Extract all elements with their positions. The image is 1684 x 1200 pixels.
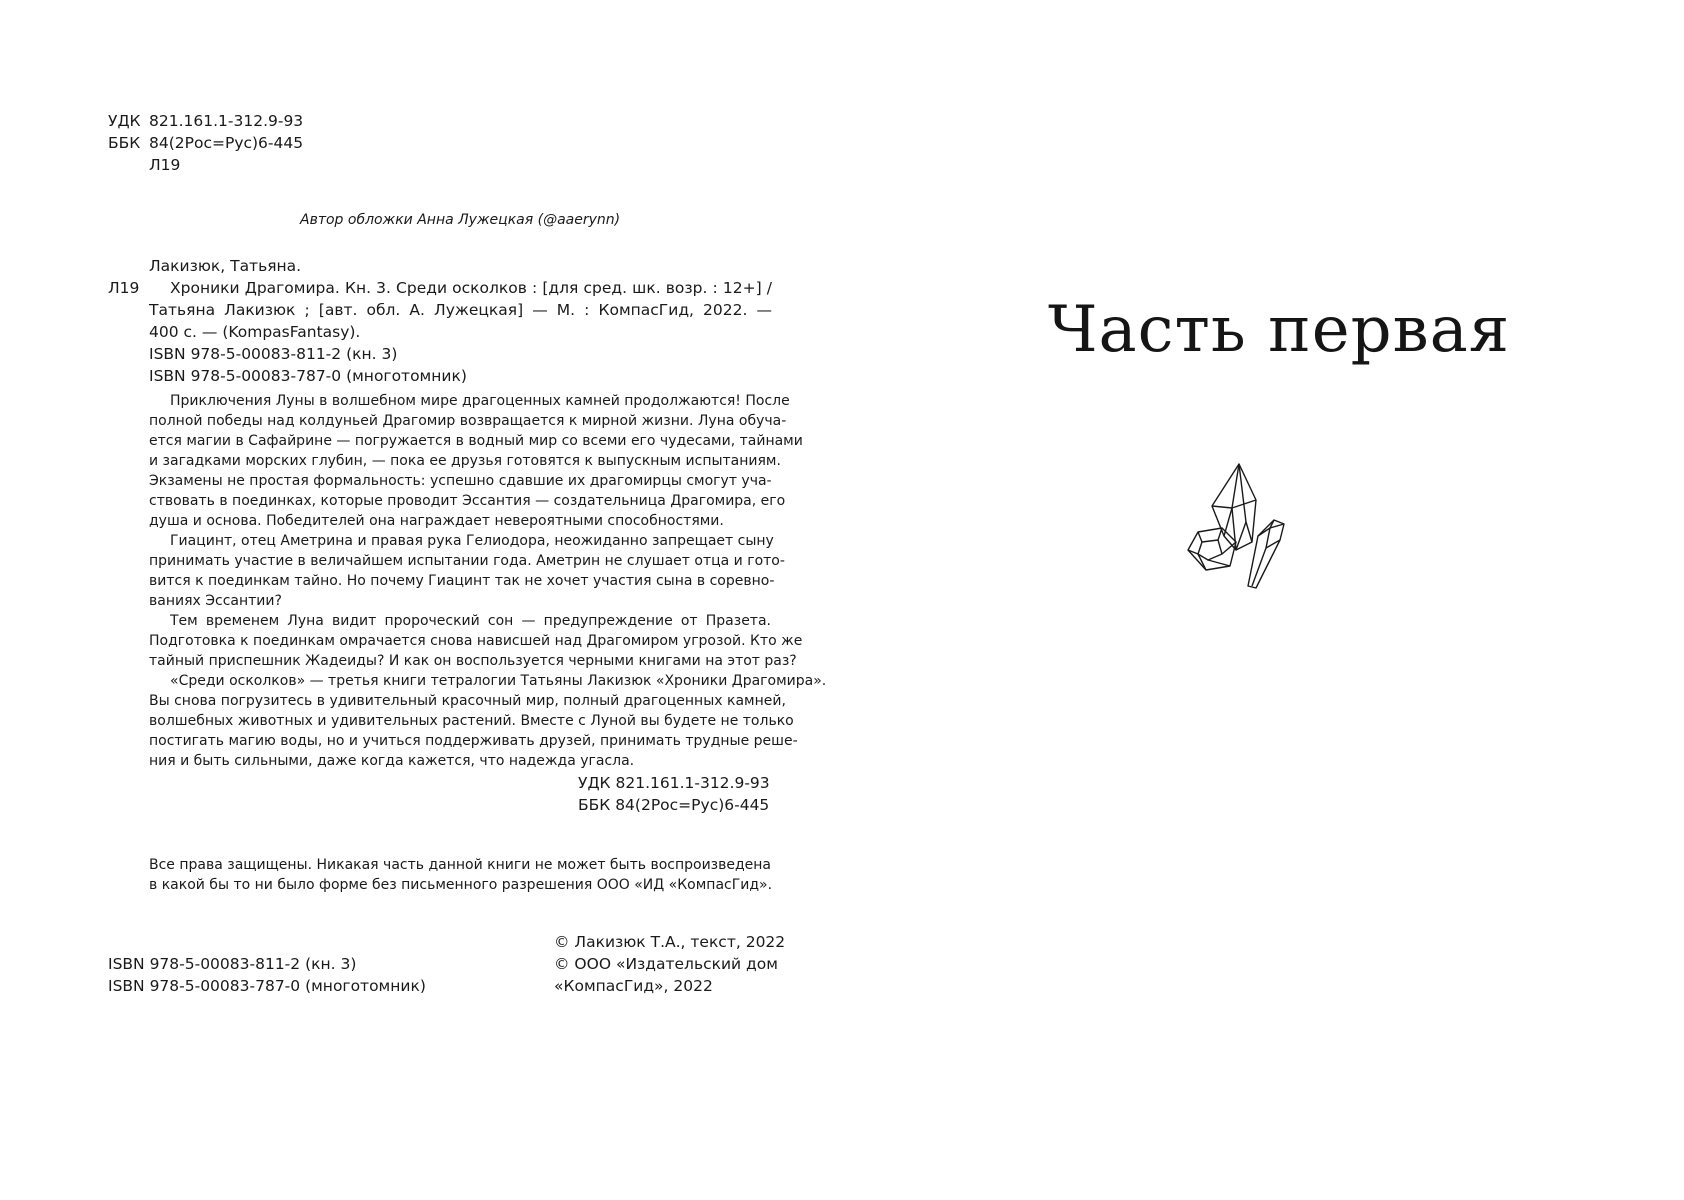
title-line-1: Л19 Хроники Драгомира. Кн. 3. Среди осколков : [для сред. шк. возр. : 12+] / — [108, 279, 772, 297]
annotation-line: ется магии в Сафайрине — погружается в водный мир со всеми его чудесами, тайнами — [149, 433, 803, 449]
rights-notice — [149, 855, 772, 895]
annotation-line: Гиацинт, отец Аметрина и правая рука Гелиодора, неожиданно запрещает сыну — [170, 533, 774, 549]
annotation-line: «Среди осколков» — третья книги тетралогии Татьяны Лакизюк «Хроники Драгомира». — [170, 673, 827, 689]
udk-key: УДК — [108, 112, 141, 130]
udk-value: 821.161.1-312.9-93 — [149, 112, 304, 130]
annotation-line: Приключения Луны в волшебном мире драгоценных камней продолжаются! После — [170, 393, 790, 409]
udk-row — [108, 132, 303, 154]
annotation-line: вится к поединкам тайно. Но почему Гиацинт так не хочет участия сына в соревно- — [149, 573, 775, 589]
isbn-line: ISBN 978-5-00083-811-2 (кн. 3) — [108, 955, 357, 973]
annotation-line: ния и быть сильными, даже когда кажется, что надежда угасла. — [149, 753, 635, 769]
udk-key — [108, 154, 149, 176]
udk-row — [108, 154, 303, 176]
udk-block — [108, 110, 303, 176]
isbn-line-2: ISBN 978-5-00083-787-0 (многотомник) — [149, 367, 467, 385]
annotation-line: полной победы над колдуньей Драгомир возвращается к мирной жизни. Луна обуча- — [149, 413, 787, 429]
annotation-line: постигать магию воды, но и учиться поддерживать друзей, принимать трудные реше- — [149, 733, 798, 749]
title-line-2: Татьяна Лакизюк ; [авт. обл. А. Лужецкая] — М. : КомпасГид, 2022. — — [149, 301, 772, 319]
isbn-line: ISBN 978-5-00083-787-0 (многотомник) — [108, 977, 426, 995]
annotation-line: Подготовка к поединкам омрачается снова нависшей над Драгомиром угрозой. Кто же — [149, 633, 803, 649]
udk-value: Л19 — [149, 156, 181, 174]
annotation-line: Вы снова погрузитесь в удивительный красочный мир, полный драгоценных камней, — [149, 693, 786, 709]
udk-bottom — [578, 772, 770, 816]
annotation-line: тайный приспешник Жадеиды? И как он воспользуется черными книгами на этот раз? — [149, 653, 797, 669]
annotation — [149, 391, 827, 771]
udk-code: УДК 821.161.1-312.9-93 — [578, 774, 770, 792]
isbn-line-1: ISBN 978-5-00083-811-2 (кн. 3) — [149, 345, 398, 363]
cover-credit: Автор обложки Анна Лужецкая (@aaerynn) — [300, 212, 621, 228]
copyright-block — [554, 931, 785, 997]
annotation-line: душа и основа. Победителей она награждает невероятными способностями. — [149, 513, 724, 529]
annotation-line: Экзамены не простая формальность: успешно сдавшие их драгомирцы смогут уча- — [149, 473, 772, 489]
part-title: Часть первая — [1048, 293, 1511, 367]
udk-value: 84(2Рос=Рус)6-445 — [149, 134, 304, 152]
library-code: Л19 — [108, 279, 140, 297]
udk-key: ББК — [108, 134, 141, 152]
rights-line: в какой бы то ни было форме без письменного разрешения ООО «ИД «КомпасГид». — [149, 877, 773, 893]
bibliographic-record — [108, 255, 772, 387]
annotation-line: ваниях Эссантии? — [149, 593, 282, 609]
annotation-line: и загадками морских глубин, — пока ее друзья готовятся к выпускным испытаниям. — [149, 453, 781, 469]
annotation-line: волшебных животных и удивительных растений. Вместе с Луной вы будете не только — [149, 713, 794, 729]
crystals-icon — [1184, 462, 1294, 590]
author-name: Лакизюк, Татьяна. — [149, 257, 302, 275]
annotation-line: ствовать в поединках, которые проводит Эссантия — создательница Драгомира, его — [149, 493, 786, 509]
annotation-line: принимать участие в величайшем испытании года. Аметрин не слушает отца и гото- — [149, 553, 785, 569]
annotation-line: Тем временем Луна видит пророческий сон — предупреждение от Празета. — [170, 613, 771, 629]
copyright-line: © Лакизюк Т.А., текст, 2022 — [554, 933, 786, 951]
isbn-block — [108, 953, 426, 997]
copyright-line: © ООО «Издательский дом — [554, 955, 778, 973]
bbk-code: ББК 84(2Рос=Рус)6-445 — [578, 796, 770, 814]
copyright-line: «КомпасГид», 2022 — [554, 977, 713, 995]
title-line-3: 400 с. — (KompasFantasy). — [149, 323, 361, 341]
rights-line: Все права защищены. Никакая часть данной книги не может быть воспроизведена — [149, 857, 772, 873]
udk-row — [108, 110, 303, 132]
